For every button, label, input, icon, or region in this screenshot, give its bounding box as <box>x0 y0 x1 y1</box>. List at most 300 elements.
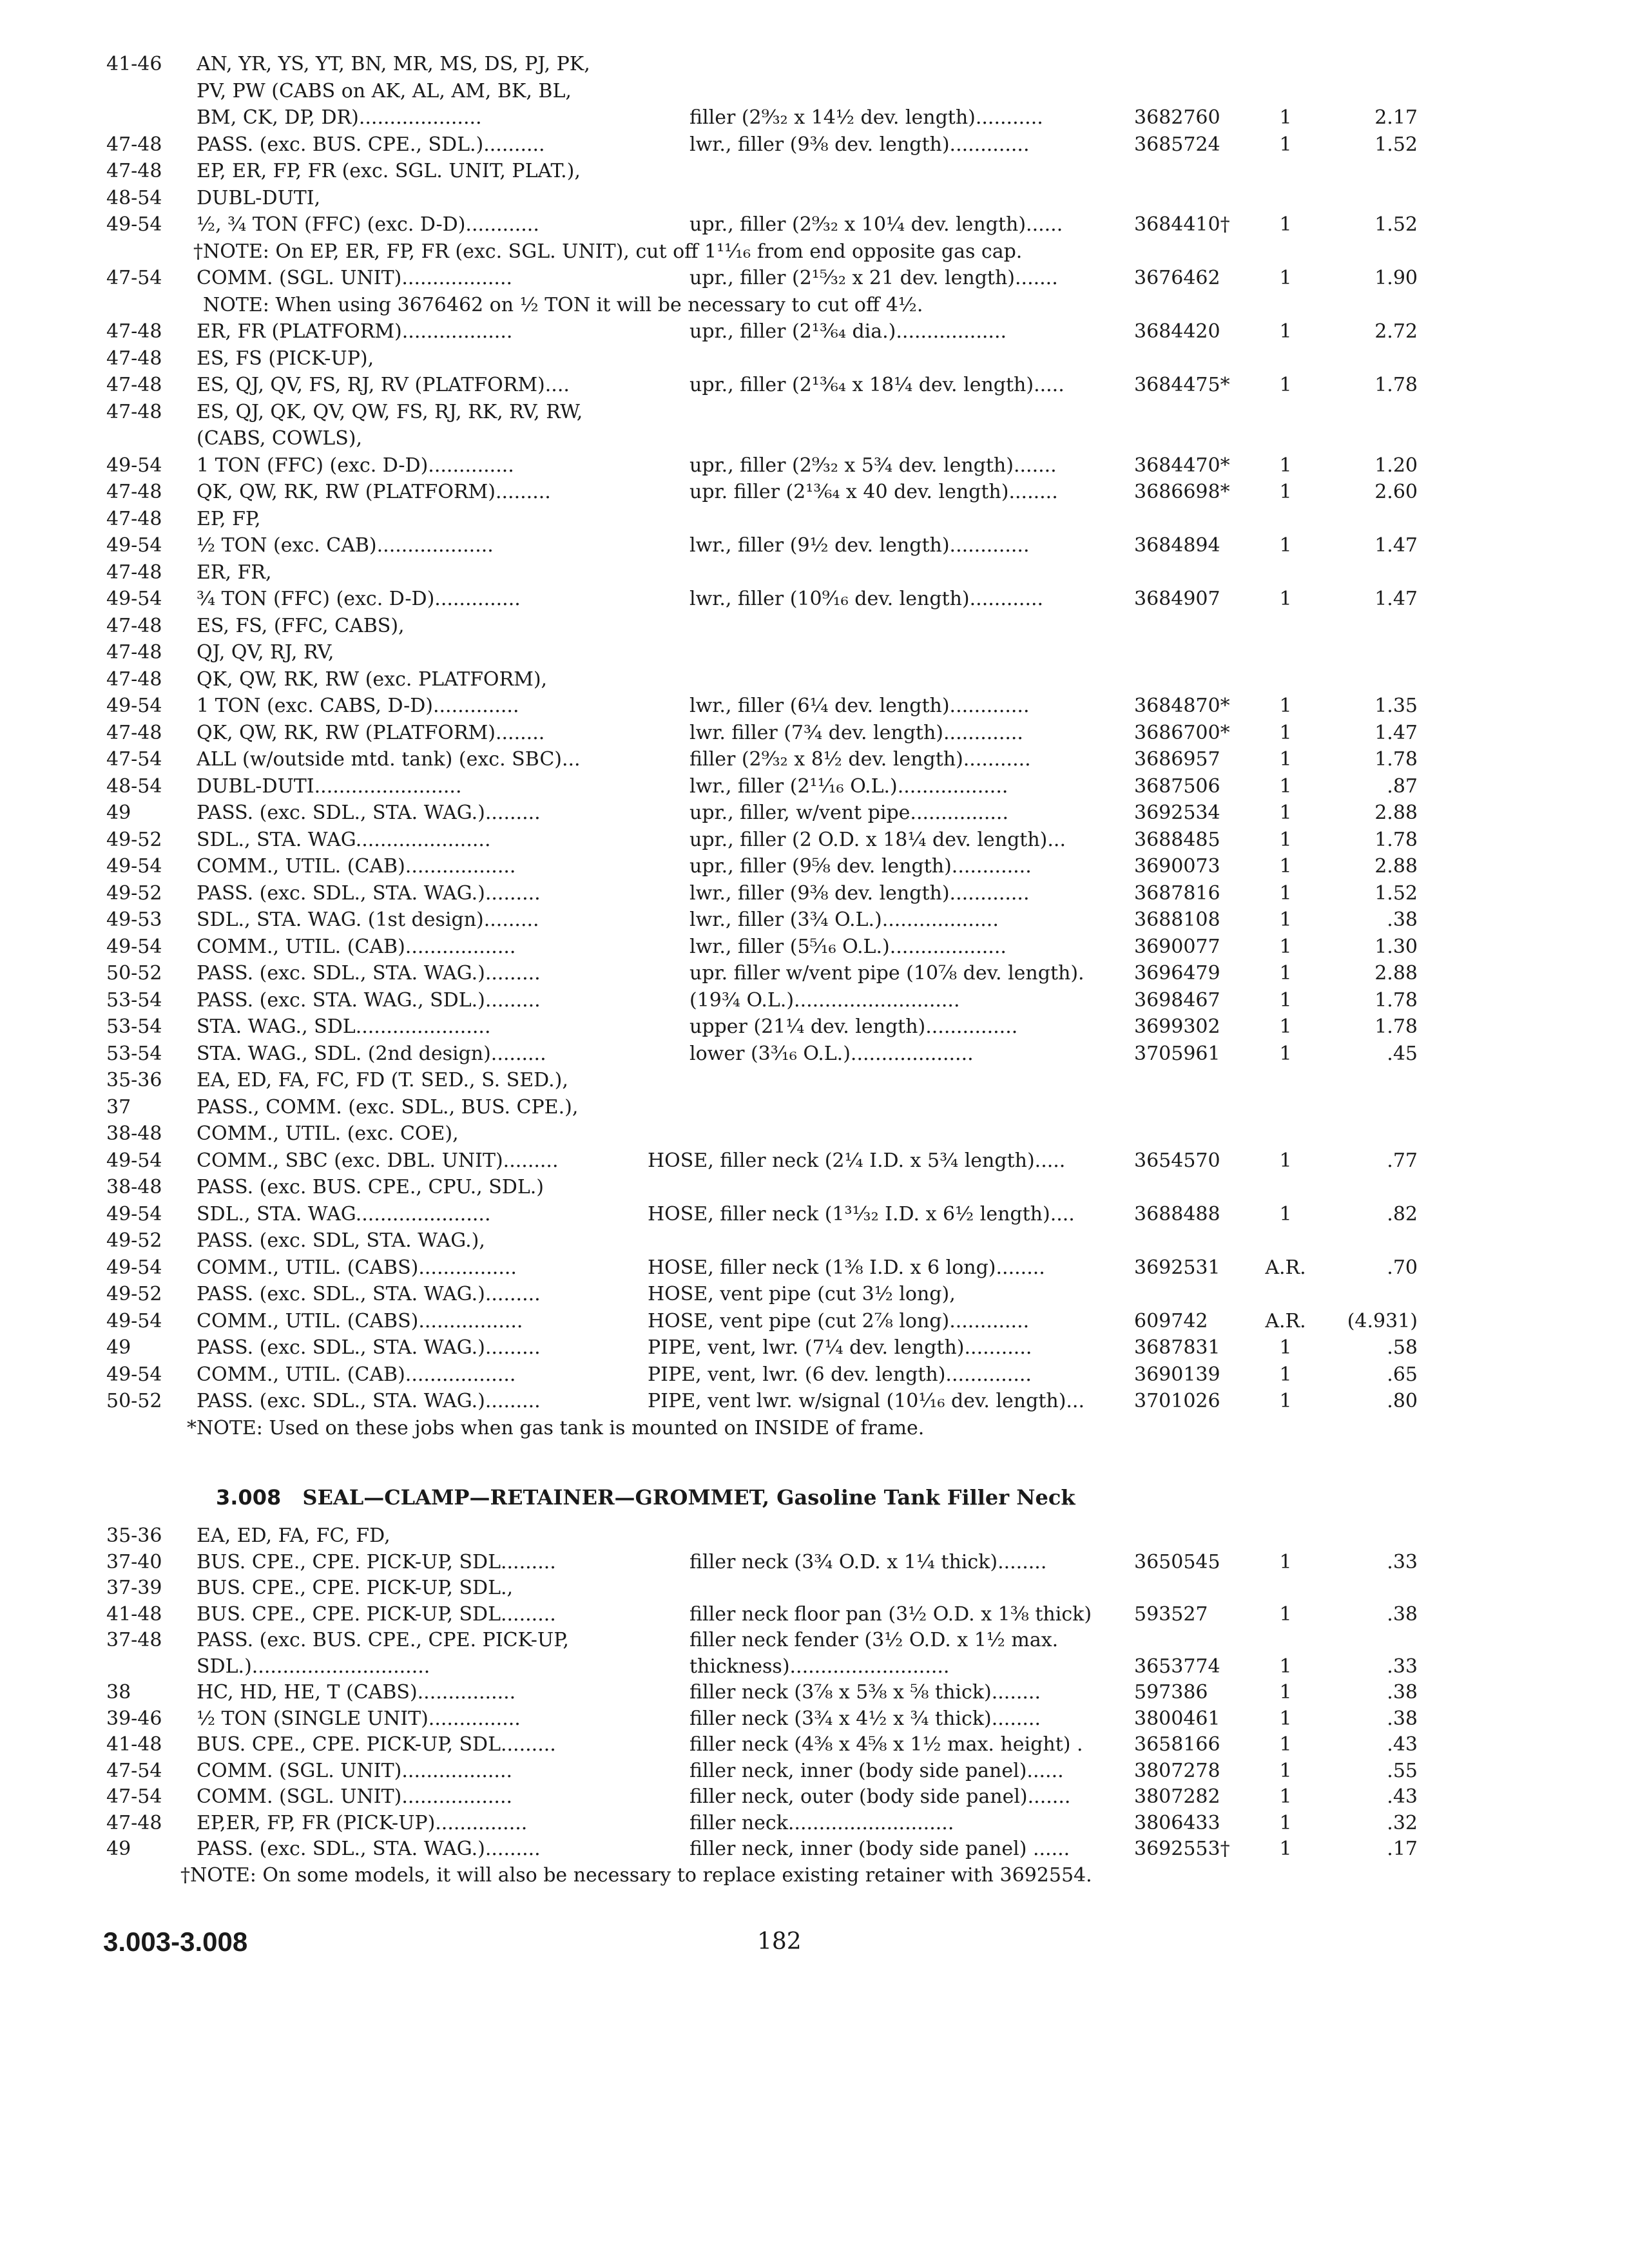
model-cell: QK, QW, RK, RW (exc. PLATFORM), <box>197 668 548 691</box>
footnote: †NOTE: On some models, it will also be necessary to replace existing retainer with 3692554. <box>180 1863 1092 1887</box>
description-cell: HOSE, filler neck (1⅜ I.D. x 6 long)........ <box>648 1256 1045 1279</box>
year-range-cell: 49-54 <box>106 213 162 236</box>
year-range-cell: 49-53 <box>106 908 162 931</box>
footnote: *NOTE: Used on these jobs when gas tank is mounted on INSIDE of frame. <box>187 1416 925 1439</box>
table-row <box>0 1120 1629 1148</box>
table-row <box>0 1574 1629 1602</box>
model-cell: COMM., UTIL. (CAB).................. <box>197 935 516 958</box>
year-range-cell: 41-48 <box>106 1602 162 1626</box>
model-cell: EP, ER, FP, FR (exc. SGL. UNIT, PLAT.), <box>197 160 581 182</box>
price-cell: 1.47 <box>1374 721 1418 744</box>
description-cell: filler neck, outer (body side panel)....... <box>689 1785 1071 1808</box>
table-row <box>0 1387 1629 1416</box>
description-cell: lwr., filler (6¼ dev. length)............. <box>689 695 1030 717</box>
price-cell: .32 <box>1387 1811 1418 1834</box>
table-row <box>0 799 1629 827</box>
table-row <box>0 1522 1629 1550</box>
description-cell: upr., filler (2¹⁵⁄₃₂ x 21 dev. length)....... <box>689 267 1058 289</box>
table-row <box>0 639 1629 667</box>
section-title: SEAL—CLAMP—RETAINER—GROMMET, Gasoline Tank Filler Neck <box>302 1485 1075 1510</box>
part-number-cell: 3690077 <box>1134 935 1220 958</box>
price-cell: .33 <box>1387 1550 1418 1573</box>
description-cell: filler neck (4⅜ x 4⅝ x 1½ max. height) . <box>689 1733 1083 1756</box>
part-number-cell: 3658166 <box>1134 1733 1220 1756</box>
year-range-cell: 47-48 <box>106 614 162 637</box>
price-cell: 1.52 <box>1374 881 1418 905</box>
part-number-cell: 3800461 <box>1134 1707 1220 1730</box>
description-cell: upr., filler (2¹³⁄₆₄ dia.).................. <box>689 320 1007 343</box>
year-range-cell: 38-48 <box>106 1122 162 1145</box>
price-cell: 2.88 <box>1374 855 1418 878</box>
model-cell: COMM., UTIL. (CABS)................. <box>197 1309 523 1332</box>
model-cell: 1 TON (FFC) (exc. D-D).............. <box>197 454 514 477</box>
year-range-cell: 47-48 <box>106 721 162 744</box>
part-number-cell: 3682760 <box>1134 106 1220 129</box>
table-row <box>0 50 1629 79</box>
model-cell: SDL., STA. WAG. (1st design)......... <box>197 908 539 931</box>
part-number-cell: 3684475* <box>1134 374 1230 396</box>
table-row <box>0 906 1629 934</box>
table-row <box>0 532 1629 560</box>
year-range-cell: 35-36 <box>106 1524 162 1547</box>
quantity-cell: 1 <box>1279 481 1292 503</box>
footer-section-range: 3.003-3.008 <box>103 1927 248 1957</box>
model-cell: PASS. (exc. STA. WAG., SDL.)......... <box>197 988 541 1012</box>
part-number-cell: 3685724 <box>1134 133 1220 156</box>
year-range-cell: 49-52 <box>106 1229 162 1252</box>
model-cell: COMM. (SGL. UNIT).................. <box>197 1759 513 1782</box>
year-range-cell: 48-54 <box>106 774 162 798</box>
part-number-cell: 593527 <box>1134 1602 1208 1626</box>
table-row <box>0 1147 1629 1175</box>
description-cell: PIPE, vent lwr. w/signal (10¹⁄₁₆ dev. length)... <box>648 1390 1085 1412</box>
model-cell: PASS. (exc. SDL., STA. WAG.)......... <box>197 1283 541 1305</box>
price-cell: .80 <box>1387 1390 1418 1412</box>
price-cell: 2.88 <box>1374 802 1418 824</box>
quantity-cell: 1 <box>1279 935 1292 958</box>
price-cell: .43 <box>1387 1785 1418 1808</box>
quantity-cell: 1 <box>1279 1363 1292 1386</box>
part-number-cell: 3676462 <box>1134 267 1220 289</box>
model-cell: QK, QW, RK, RW (PLATFORM)......... <box>197 481 551 503</box>
quantity-cell: 1 <box>1279 374 1292 396</box>
part-number-cell: 3807278 <box>1134 1759 1220 1782</box>
description-cell: filler neck fender (3½ O.D. x 1½ max. <box>689 1629 1059 1651</box>
model-cell: EA, ED, FA, FC, FD, <box>197 1524 390 1547</box>
part-number-cell: 3684870* <box>1134 695 1230 717</box>
part-number-cell: 3690073 <box>1134 855 1220 878</box>
model-cell: BUS. CPE., CPE. PICK-UP, SDL., <box>197 1577 514 1599</box>
table-row <box>0 1227 1629 1255</box>
description-cell: lwr., filler (5⁵⁄₁₆ O.L.)................... <box>689 935 1007 958</box>
price-cell: 2.88 <box>1374 962 1418 985</box>
description-cell: filler neck, inner (body side panel)...... <box>689 1759 1064 1782</box>
part-number-cell: 3705961 <box>1134 1042 1220 1065</box>
model-cell: PASS., COMM. (exc. SDL., BUS. CPE.), <box>197 1095 579 1119</box>
model-cell: QJ, QV, RJ, RV, <box>197 641 334 664</box>
description-cell: thickness).......................... <box>689 1655 950 1678</box>
quantity-cell: 1 <box>1279 1015 1292 1038</box>
year-range-cell: 47-54 <box>106 1759 162 1782</box>
year-range-cell: 49-54 <box>106 1256 162 1279</box>
year-range-cell: 47-48 <box>106 347 162 370</box>
description-cell: PIPE, vent, lwr. (6 dev. length).............. <box>648 1363 1032 1386</box>
model-cell: HC, HD, HE, T (CABS)................ <box>197 1681 516 1704</box>
year-range-cell: 38 <box>106 1681 131 1704</box>
price-cell: .70 <box>1387 1256 1418 1279</box>
quantity-cell: 1 <box>1279 1550 1292 1573</box>
part-number-cell: 3686957 <box>1134 748 1220 771</box>
description-cell: upr., filler, w/vent pipe................ <box>689 802 1008 824</box>
table-row <box>0 104 1629 132</box>
table-row <box>0 692 1629 720</box>
quantity-cell: 1 <box>1279 106 1292 129</box>
quantity-cell: 1 <box>1279 1785 1292 1808</box>
part-number-cell: 3686700* <box>1134 721 1230 744</box>
model-cell: PASS. (exc. SDL., STA. WAG.)......... <box>197 1336 541 1359</box>
quantity-cell: 1 <box>1279 1202 1292 1225</box>
year-range-cell: 47-48 <box>106 507 162 530</box>
year-range-cell: 47-48 <box>106 641 162 664</box>
description-cell: lwr., filler (9⅜ dev. length)............. <box>689 881 1030 905</box>
model-cell: EP,ER, FP, FR (PICK-UP)............... <box>197 1811 528 1834</box>
table-row <box>0 826 1629 854</box>
part-number-cell: 3807282 <box>1134 1785 1220 1808</box>
model-cell: BUS. CPE., CPE. PICK-UP, SDL......... <box>197 1733 556 1756</box>
table-row <box>0 505 1629 533</box>
year-range-cell: 49-54 <box>106 534 162 557</box>
table-row <box>0 1361 1629 1389</box>
model-cell: ALL (w/outside mtd. tank) (exc. SBC)... <box>197 748 581 771</box>
description-cell: filler neck floor pan (3½ O.D. x 1⅜ thick) <box>689 1602 1092 1626</box>
model-cell: EA, ED, FA, FC, FD (T. SED., S. SED.), <box>197 1069 568 1091</box>
quantity-cell: 1 <box>1279 828 1292 851</box>
year-range-cell: 47-48 <box>106 160 162 182</box>
table-row <box>0 264 1629 293</box>
description-cell: upr., filler (2⁹⁄₃₂ x 5¾ dev. length)....... <box>689 454 1057 477</box>
model-cell: SDL., STA. WAG...................... <box>197 1202 491 1225</box>
description-cell: filler (2⁹⁄₃₂ x 8½ dev. length)........... <box>689 748 1031 771</box>
part-number-cell: 3699302 <box>1134 1015 1220 1038</box>
quantity-cell: 1 <box>1279 881 1292 905</box>
table-row <box>0 1678 1629 1707</box>
footer-page-number: 182 <box>757 1928 802 1955</box>
table-row <box>0 1731 1629 1759</box>
model-cell: COMM. (SGL. UNIT).................. <box>197 267 513 289</box>
part-number-cell: 609742 <box>1134 1309 1208 1332</box>
year-range-cell: 53-54 <box>106 988 162 1012</box>
quantity-cell: 1 <box>1279 988 1292 1012</box>
price-cell: 2.17 <box>1374 106 1418 129</box>
year-range-cell: 47-54 <box>106 267 162 289</box>
model-cell: COMM., UTIL. (exc. COE), <box>197 1122 459 1145</box>
part-number-cell: 3684420 <box>1134 320 1220 343</box>
part-number-cell: 3692531 <box>1134 1256 1220 1279</box>
model-cell: PASS. (exc. BUS. CPE., CPE. PICK-UP, <box>197 1629 569 1651</box>
section-number: 3.008 <box>216 1485 282 1510</box>
description-cell: upr. filler w/vent pipe (10⅞ dev. length). <box>689 962 1084 985</box>
table-row <box>0 398 1629 427</box>
price-cell: 2.72 <box>1374 320 1418 343</box>
table-row <box>0 211 1629 239</box>
part-number-cell: 597386 <box>1134 1681 1208 1704</box>
year-range-cell: 49-54 <box>106 695 162 717</box>
table-row <box>0 773 1629 801</box>
table-row <box>0 1254 1629 1282</box>
price-cell: .45 <box>1387 1042 1418 1065</box>
model-cell: AN, YR, YS, YT, BN, MR, MS, DS, PJ, PK, <box>197 53 590 75</box>
year-range-cell: 41-48 <box>106 1733 162 1756</box>
price-cell: .38 <box>1387 1602 1418 1626</box>
price-cell: .65 <box>1387 1363 1418 1386</box>
table-row <box>0 1757 1629 1785</box>
table-row <box>0 1040 1629 1068</box>
description-cell: (19¾ O.L.)........................... <box>689 988 960 1012</box>
price-cell: .43 <box>1387 1733 1418 1756</box>
model-cell: (CABS, COWLS), <box>197 427 363 450</box>
year-range-cell: 47-54 <box>106 748 162 771</box>
year-range-cell: 49-54 <box>106 1149 162 1172</box>
model-cell: STA. WAG., SDL...................... <box>197 1015 491 1038</box>
model-cell: ES, QJ, QV, FS, RJ, RV (PLATFORM).... <box>197 374 570 396</box>
year-range-cell: 49-54 <box>106 454 162 477</box>
table-row <box>0 425 1629 453</box>
description-cell: filler (2⁹⁄₃₂ x 14½ dev. length)........... <box>689 106 1043 129</box>
year-range-cell: 37-40 <box>106 1550 162 1573</box>
model-cell: COMM., SBC (exc. DBL. UNIT)......... <box>197 1149 559 1172</box>
model-cell: SDL.)............................. <box>197 1655 430 1678</box>
year-range-cell: 49-54 <box>106 1309 162 1332</box>
year-range-cell: 49-54 <box>106 935 162 958</box>
table-row <box>0 1835 1629 1863</box>
year-range-cell: 38-48 <box>106 1176 162 1198</box>
part-number-cell: 3650545 <box>1134 1550 1220 1573</box>
table-row <box>0 1783 1629 1811</box>
part-number-cell: 3684907 <box>1134 588 1220 610</box>
quantity-cell: 1 <box>1279 534 1292 557</box>
table-row <box>0 1280 1629 1309</box>
model-cell: ES, FS (PICK-UP), <box>197 347 374 370</box>
table-row <box>0 559 1629 587</box>
model-cell: 1 TON (exc. CABS, D-D).............. <box>197 695 519 717</box>
part-number-cell: 3701026 <box>1134 1390 1220 1412</box>
model-cell: COMM., UTIL. (CAB).................. <box>197 855 516 878</box>
price-cell: .38 <box>1387 1707 1418 1730</box>
price-cell: 1.78 <box>1374 748 1418 771</box>
quantity-cell: 1 <box>1279 454 1292 477</box>
model-cell: PASS. (exc. SDL., STA. WAG.)......... <box>197 1390 541 1412</box>
year-range-cell: 49-54 <box>106 1363 162 1386</box>
quantity-cell: 1 <box>1279 802 1292 824</box>
quantity-cell: 1 <box>1279 1759 1292 1782</box>
footnote: NOTE: When using 3676462 on ½ TON it will be necessary to cut off 4½. <box>203 293 923 316</box>
model-cell: PV, PW (CABS on AK, AL, AM, BK, BL, <box>197 79 572 102</box>
model-cell: PASS. (exc. SDL., STA. WAG.)......... <box>197 802 541 824</box>
table-row <box>0 612 1629 640</box>
table-row <box>0 1626 1629 1655</box>
table-row <box>0 1173 1629 1202</box>
price-cell: (4.931) <box>1347 1309 1418 1332</box>
table-row <box>0 131 1629 159</box>
year-range-cell: 49 <box>106 1838 131 1860</box>
part-number-cell: 3654570 <box>1134 1149 1220 1172</box>
model-cell: ES, QJ, QK, QV, QW, FS, RJ, RK, RV, RW, <box>197 400 583 423</box>
year-range-cell: 47-54 <box>106 1785 162 1808</box>
table-row <box>0 1809 1629 1838</box>
model-cell: EP, FP, <box>197 507 261 530</box>
price-cell: .55 <box>1387 1759 1418 1782</box>
description-cell: upr., filler (2⁹⁄₃₂ x 10¼ dev. length)...... <box>689 213 1063 236</box>
year-range-cell: 50-52 <box>106 1390 162 1412</box>
quantity-cell: 1 <box>1279 721 1292 744</box>
year-range-cell: 53-54 <box>106 1042 162 1065</box>
model-cell: BUS. CPE., CPE. PICK-UP, SDL......... <box>197 1602 556 1626</box>
quantity-cell: A.R. <box>1265 1256 1306 1279</box>
table-row <box>0 986 1629 1015</box>
quantity-cell: 1 <box>1279 1811 1292 1834</box>
model-cell: PASS. (exc. BUS. CPE., SDL.).......... <box>197 133 545 156</box>
year-range-cell: 49-54 <box>106 1202 162 1225</box>
price-cell: 1.78 <box>1374 374 1418 396</box>
table-row <box>0 666 1629 694</box>
year-range-cell: 48-54 <box>106 186 162 209</box>
description-cell: PIPE, vent, lwr. (7¼ dev. length)........... <box>648 1336 1032 1359</box>
year-range-cell: 47-48 <box>106 668 162 691</box>
year-range-cell: 47-48 <box>106 320 162 343</box>
model-cell: ½ TON (SINGLE UNIT)............... <box>197 1707 521 1730</box>
year-range-cell: 49 <box>106 802 131 824</box>
description-cell: upr., filler (9⅝ dev. length)............. <box>689 855 1032 878</box>
year-range-cell: 37-39 <box>106 1577 162 1599</box>
quantity-cell: 1 <box>1279 962 1292 985</box>
model-cell: STA. WAG., SDL. (2nd design)......... <box>197 1042 546 1065</box>
table-row <box>0 1307 1629 1336</box>
model-cell: COMM., UTIL. (CAB).................. <box>197 1363 516 1386</box>
table-row <box>0 1093 1629 1122</box>
part-number-cell: 3686698* <box>1134 481 1230 503</box>
year-range-cell: 47-48 <box>106 481 162 503</box>
model-cell: BM, CK, DP, DR).................... <box>197 106 482 129</box>
part-number-cell: 3684470* <box>1134 454 1230 477</box>
model-cell: ½ TON (exc. CAB)................... <box>197 534 494 557</box>
table-row <box>0 345 1629 373</box>
table-row <box>0 719 1629 747</box>
table-row <box>0 1705 1629 1733</box>
description-cell: HOSE, filler neck (1³¹⁄₃₂ I.D. x 6½ length).... <box>648 1202 1075 1225</box>
quantity-cell: 1 <box>1279 1655 1292 1678</box>
year-range-cell: 47-48 <box>106 133 162 156</box>
quantity-cell: 1 <box>1279 1390 1292 1412</box>
description-cell: HOSE, vent pipe (cut 3½ long), <box>648 1283 956 1305</box>
section-heading <box>216 1485 1075 1510</box>
quantity-cell: 1 <box>1279 908 1292 931</box>
price-cell: .58 <box>1387 1336 1418 1359</box>
model-cell: ES, FS, (FFC, CABS), <box>197 614 405 637</box>
part-number-cell: 3653774 <box>1134 1655 1220 1678</box>
description-cell: lwr., filler (10⁹⁄₁₆ dev. length)............ <box>689 588 1044 610</box>
price-cell: 1.90 <box>1374 267 1418 289</box>
quantity-cell: A.R. <box>1265 1309 1306 1332</box>
part-number-cell: 3688488 <box>1134 1202 1220 1225</box>
year-range-cell: 49 <box>106 1336 131 1359</box>
price-cell: 1.78 <box>1374 1015 1418 1038</box>
table-row <box>0 933 1629 961</box>
price-cell: .87 <box>1387 774 1418 798</box>
year-range-cell: 49-52 <box>106 1283 162 1305</box>
footnote: †NOTE: On EP, ER, FP, FR (exc. SGL. UNIT), cut off 1¹¹⁄₁₆ from end opposite gas cap. <box>193 240 1023 263</box>
table-row <box>0 879 1629 908</box>
price-cell: .17 <box>1387 1838 1418 1860</box>
price-cell: .38 <box>1387 908 1418 931</box>
table-row <box>0 1600 1629 1629</box>
part-number-cell: 3692553† <box>1134 1838 1230 1860</box>
model-cell: DUBL-DUTI, <box>197 186 321 209</box>
table-row <box>0 1200 1629 1229</box>
year-range-cell: 53-54 <box>106 1015 162 1038</box>
description-cell: lwr., filler (3¾ O.L.)................... <box>689 908 999 931</box>
quantity-cell: 1 <box>1279 774 1292 798</box>
description-cell: filler neck (3¾ x 4½ x ¾ thick)........ <box>689 1707 1041 1730</box>
quantity-cell: 1 <box>1279 267 1292 289</box>
year-range-cell: 39-46 <box>106 1707 162 1730</box>
description-cell: upper (21¼ dev. length)............... <box>689 1015 1018 1038</box>
year-range-cell: 47-48 <box>106 1811 162 1834</box>
table-row <box>0 1334 1629 1362</box>
model-cell: PASS. (exc. SDL, STA. WAG.), <box>197 1229 485 1252</box>
model-cell: COMM. (SGL. UNIT).................. <box>197 1785 513 1808</box>
model-cell: PASS. (exc. BUS. CPE., CPU., SDL.) <box>197 1176 544 1198</box>
part-number-cell: 3688485 <box>1134 828 1220 851</box>
description-cell: lower (3³⁄₁₆ O.L.).................... <box>689 1042 974 1065</box>
description-cell: upr. filler (2¹³⁄₆₄ x 40 dev. length)........ <box>689 481 1058 503</box>
price-cell: 1.78 <box>1374 988 1418 1012</box>
description-cell: lwr., filler (2¹¹⁄₁₆ O.L.).................. <box>689 774 1008 798</box>
price-cell: 2.60 <box>1374 481 1418 503</box>
model-cell: SDL., STA. WAG...................... <box>197 828 491 851</box>
part-number-cell: 3692534 <box>1134 802 1220 824</box>
year-range-cell: 47-48 <box>106 400 162 423</box>
table-row <box>0 184 1629 213</box>
description-cell: lwr., filler (9½ dev. length)............. <box>689 534 1030 557</box>
table-row <box>0 452 1629 480</box>
quantity-cell: 1 <box>1279 1149 1292 1172</box>
price-cell: .38 <box>1387 1681 1418 1704</box>
quantity-cell: 1 <box>1279 1838 1292 1860</box>
price-cell: .33 <box>1387 1655 1418 1678</box>
description-cell: filler neck (3¾ O.D. x 1¼ thick)........ <box>689 1550 1047 1573</box>
quantity-cell: 1 <box>1279 695 1292 717</box>
description-cell: lwr. filler (7¾ dev. length)............. <box>689 721 1023 744</box>
table-row <box>0 1013 1629 1041</box>
quantity-cell: 1 <box>1279 1681 1292 1704</box>
year-range-cell: 35-36 <box>106 1069 162 1091</box>
description-cell: HOSE, filler neck (2¼ I.D. x 5¾ length)..... <box>648 1149 1066 1172</box>
part-number-cell: 3688108 <box>1134 908 1220 931</box>
part-number-cell: 3806433 <box>1134 1811 1220 1834</box>
quantity-cell: 1 <box>1279 1042 1292 1065</box>
price-cell: .82 <box>1387 1202 1418 1225</box>
quantity-cell: 1 <box>1279 133 1292 156</box>
year-range-cell: 37 <box>106 1095 131 1119</box>
table-row <box>0 745 1629 774</box>
table-row <box>0 157 1629 186</box>
price-cell: 1.52 <box>1374 213 1418 236</box>
quantity-cell: 1 <box>1279 1733 1292 1756</box>
price-cell: 1.47 <box>1374 588 1418 610</box>
quantity-cell: 1 <box>1279 213 1292 236</box>
quantity-cell: 1 <box>1279 320 1292 343</box>
year-range-cell: 41-46 <box>106 53 162 75</box>
